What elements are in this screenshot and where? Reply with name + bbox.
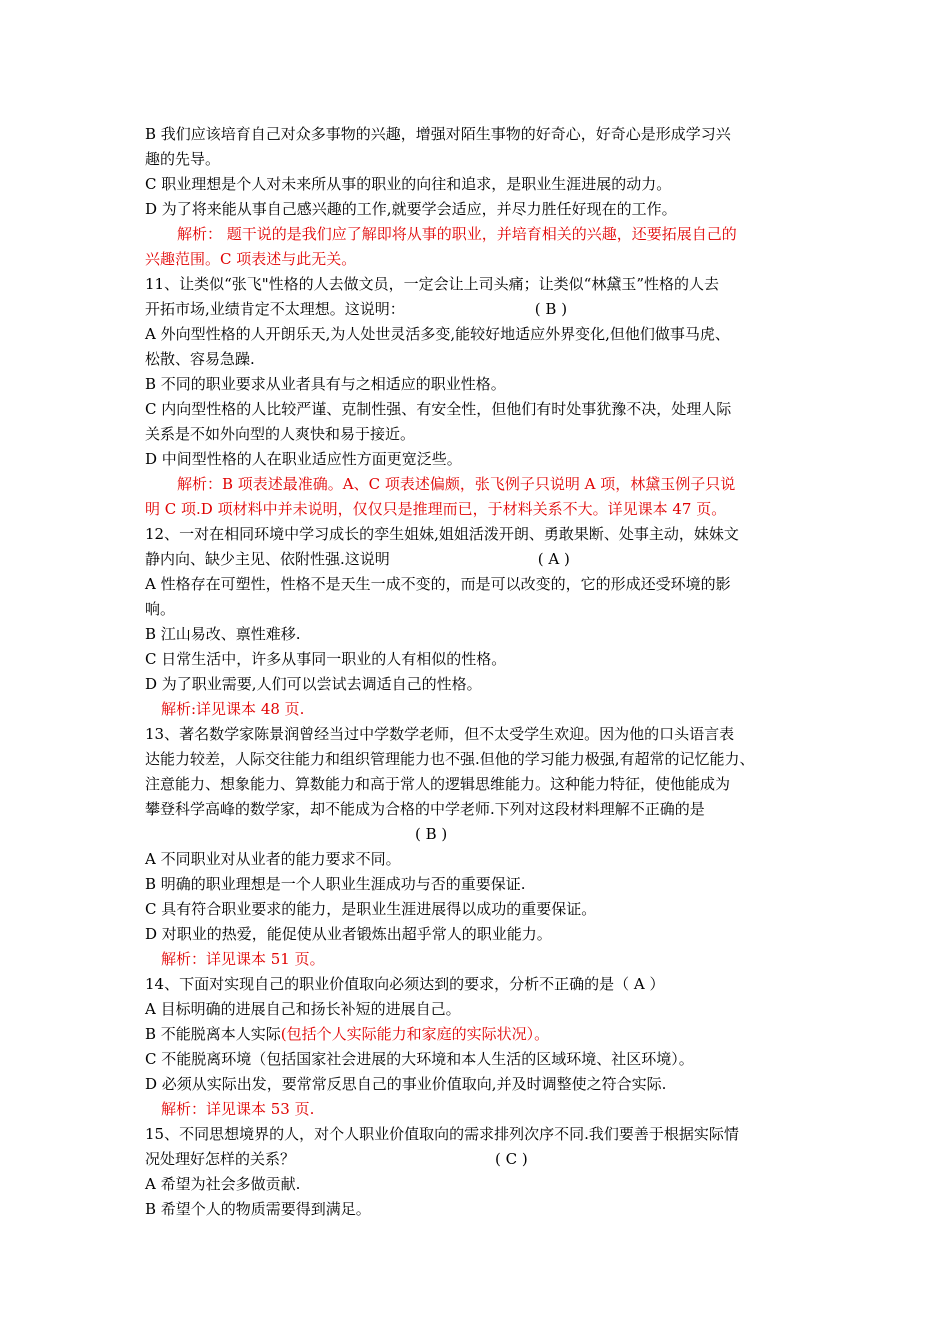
question-12-line: 12、一对在相同环境中学习成长的孪生姐妹,姐姐活泼开朗、勇敢果断、处事主动，妹妹文 xyxy=(145,525,739,543)
option-line: 松散、容易急躁. xyxy=(145,350,255,368)
option-line: D 必须从实际出发，要常常反思自己的事业价值取向,并及时调整使之符合实际. xyxy=(145,1075,667,1093)
option-line: C 具有符合职业要求的能力，是职业生涯进展得以成功的重要保证。 xyxy=(145,900,597,918)
question-15-line xyxy=(145,1147,810,1172)
option-line: A 不同职业对从业者的能力要求不同。 xyxy=(145,850,401,868)
option-line: C 日常生活中，许多从事同一职业的人有相似的性格。 xyxy=(145,650,507,668)
option-line: A 希望为社会多做贡献. xyxy=(145,1175,301,1193)
option-line: 关系是不如外向型的人爽快和易于接近。 xyxy=(145,425,416,443)
text-line: D 为了将来能从事自己感兴趣的工作,就要学会适应，并尽力胜任好现在的工作。 xyxy=(145,200,677,218)
question-11-line xyxy=(145,297,810,322)
option-line: A 性格存在可塑性，性格不是天生一成不变的，而是可以改变的，它的形成还受环境的影 xyxy=(145,575,731,593)
answer-12: ( A ) xyxy=(537,550,570,568)
answer-11: ( B ) xyxy=(534,300,568,318)
question-13-line: 攀登科学高峰的数学家，却不能成为合格的中学老师.下列对这段材料理解不正确的是 xyxy=(145,800,705,818)
answer-13: ( B ) xyxy=(415,825,448,843)
option-b-text: B 不能脱离本人实际 xyxy=(145,1025,281,1043)
analysis-line: 解析：B 项表述最准确。A、C 项表述偏颇，张飞例子只说明 A 项，林黛玉例子只说 xyxy=(177,475,736,493)
option-line: A 外向型性格的人开朗乐天,为人处世灵活多变,能较好地适应外界变化,但他们做事马虎、 xyxy=(145,325,730,343)
analysis-line: 解析:详见课本 48 页. xyxy=(161,700,305,718)
analysis-line: 解析：详见课本 53 页. xyxy=(161,1100,315,1118)
question-13-line: 达能力较差，人际交往能力和组织管理能力也不强.但他的学习能力极强,有超常的记忆能力、 xyxy=(145,750,755,768)
option-line: C 内向型性格的人比较严谨、克制性强、有安全性，但他们有时处事犹豫不决，处理人际 xyxy=(145,400,732,418)
question-11-line: 11、让类似“张飞"性格的人去做文员，一定会让上司头痛；让类似“林黛玉”性格的人去 xyxy=(145,275,719,293)
question-11-text: 开拓市场,业绩肯定不太理想。这说明： xyxy=(145,300,405,318)
question-15-text: 况处理好怎样的关系？ xyxy=(145,1150,296,1168)
analysis-line: 明 C 项.D 项材料中并未说明，仅仅只是推理而已，于材料关系不大。详见课本 47 页。 xyxy=(145,500,727,518)
question-12-text: 静内向、缺少主见、依附性强.这说明 xyxy=(145,550,390,568)
analysis-line: 解析：详见课本 51 页。 xyxy=(161,950,325,968)
option-line xyxy=(145,1022,810,1047)
question-15-line: 15、不同思想境界的人，对个人职业价值取向的需求排列次序不同.我们要善于根据实际情 xyxy=(145,1125,739,1143)
text-line: 趣的先导。 xyxy=(145,150,221,168)
analysis-line: 兴趣范围。C 项表述与此无关。 xyxy=(145,250,357,268)
option-line: B 希望个人的物质需要得到满足。 xyxy=(145,1200,371,1218)
document-page xyxy=(145,122,810,1222)
question-13-line: 13、著名数学家陈景润曾经当过中学数学老师，但不太受学生欢迎。因为他的口头语言表 xyxy=(145,725,735,743)
question-13-line: 注意能力、想象能力、算数能力和高于常人的逻辑思维能力。这种能力特征，使他能成为 xyxy=(145,775,731,793)
option-line: B 江山易改、禀性难移. xyxy=(145,625,301,643)
question-14-line: 14、下面对实现自己的职业价值取向必须达到的要求，分析不正确的是（ A ） xyxy=(145,975,665,993)
option-line: D 中间型性格的人在职业适应性方面更宽泛些。 xyxy=(145,450,462,468)
option-line: C 不能脱离环境（包括国家社会进展的大环境和本人生活的区域环境、社区环境）。 xyxy=(145,1050,694,1068)
option-line: B 明确的职业理想是一个人职业生涯成功与否的重要保证. xyxy=(145,875,526,893)
analysis-line: 解析： 题干说的是我们应了解即将从事的职业，并培育相关的兴趣，还要拓展自己的 xyxy=(177,225,737,243)
answer-15: ( C ) xyxy=(495,1150,528,1168)
option-line: A 目标明确的进展自己和扬长补短的进展自己。 xyxy=(145,1000,461,1018)
option-b-note: (包括个人实际能力和家庭的实际状况）。 xyxy=(280,1025,550,1043)
text-line: B 我们应该培育自己对众多事物的兴趣，增强对陌生事物的好奇心，好奇心是形成学习兴 xyxy=(145,125,731,143)
option-line: D 为了职业需要,人们可以尝试去调适自己的性格。 xyxy=(145,675,482,693)
text-line: C 职业理想是个人对未来所从事的职业的向往和追求，是职业生涯进展的动力。 xyxy=(145,175,672,193)
option-line: B 不同的职业要求从业者具有与之相适应的职业性格。 xyxy=(145,375,506,393)
option-line: 响。 xyxy=(145,600,176,618)
option-line: D 对职业的热爱，能促使从业者锻炼出超乎常人的职业能力。 xyxy=(145,925,552,943)
question-12-line xyxy=(145,547,810,572)
